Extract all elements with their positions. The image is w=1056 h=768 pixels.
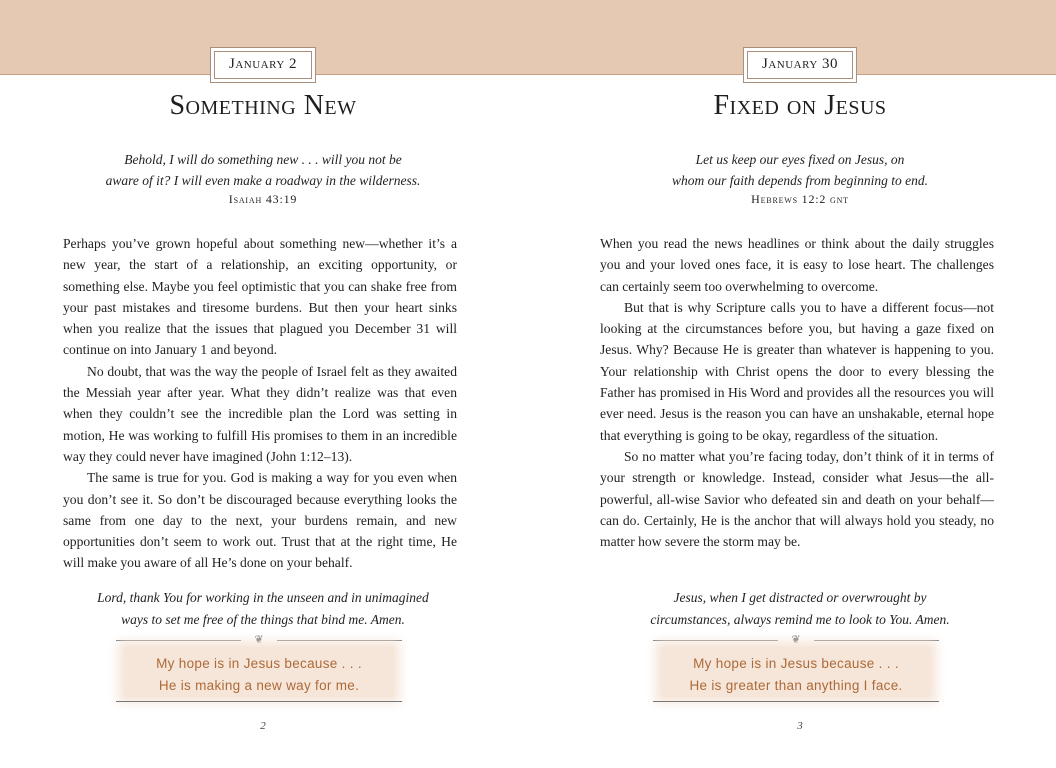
bottom-rule (653, 701, 939, 702)
hope-statement (124, 653, 394, 697)
prayer-line: circumstances, always remind me to look to You. Amen. (650, 611, 950, 627)
date-tab (210, 47, 316, 83)
prayer-line: ways to set me free of the things that bind me. Amen. (121, 611, 405, 627)
body-paragraph: The same is true for you. God is making a way for you even when you don’t see it. So don’t be discouraged because everything looks the same from one day to the next, your burdens remain, and new opportunities don’t seem to work out. Trust that at the right time, He will make you aware of all He’s done on your behalf. (63, 470, 457, 571)
hope-line: He is making a new way for me. (158, 678, 360, 693)
hope-line: My hope is in Jesus because . . . (693, 656, 899, 671)
page-title: Something New (169, 90, 357, 121)
ornament-divider (653, 634, 939, 646)
divider-line (814, 640, 939, 641)
verse-line: Behold, I will do something new . . . will you not be (124, 152, 402, 167)
fleuron-icon: ❦ (791, 634, 801, 646)
date-tab (743, 47, 857, 83)
hope-box (124, 647, 394, 697)
scripture-verse (600, 149, 1000, 191)
body-paragraph: So no matter what you’re facing today, don’t think of it in terms of your strength or knowledge. Instead, consider what Jesus—the all-powerful, all-wise Savior who defeated sin and death on your behalf—can do. Certainly, He is the anchor that will always hold you steady, no matter how severe the storm may be. (600, 448, 994, 550)
scripture-reference: Hebrews 12:2 gnt (751, 192, 849, 206)
body-paragraph: When you read the news headlines or think about the daily struggles you and your loved ones face, it is easy to lose heart. The challenges can certainly seem too overwhelming to overcome. (600, 236, 994, 294)
fleuron-icon: ❦ (254, 634, 264, 646)
verse-line: aware of it? I will even make a roadway in the wilderness. (105, 173, 421, 188)
prayer (63, 587, 463, 630)
divider-line (116, 640, 241, 641)
hope-line: My hope is in Jesus because . . . (156, 656, 362, 671)
page-title: Fixed on Jesus (713, 90, 887, 121)
scripture-reference: Isaiah 43:19 (228, 192, 298, 206)
body-paragraph: Perhaps you’ve grown hopeful about something new—whether it’s a new year, the start of a relationship, an exciting opportunity, or something else. Maybe you feel optimistic that you can shake free from your past mistakes and tiresome burdens. But then your heart sinks when you realize that the issues that plagued you December 31 will continue on into January 1 and beyond. (63, 236, 457, 358)
ornament-divider (116, 634, 402, 646)
divider-line (653, 640, 778, 641)
right-page (600, 0, 1000, 768)
verse-line: Let us keep our eyes fixed on Jesus, on (695, 152, 905, 167)
hope-line: He is greater than anything I face. (689, 678, 903, 693)
date-label: January 30 (747, 51, 853, 79)
hope-box (661, 647, 931, 697)
devotional-body (63, 233, 457, 574)
page-number: 3 (797, 720, 803, 732)
date-label: January 2 (214, 51, 312, 79)
bottom-rule (116, 701, 402, 702)
verse-line: whom our faith depends from beginning to end. (672, 173, 928, 188)
devotional-body (600, 233, 994, 552)
hope-statement (661, 653, 931, 697)
divider-line (277, 640, 402, 641)
prayer (600, 587, 1000, 630)
page-number: 2 (260, 720, 266, 732)
body-paragraph: But that is why Scripture calls you to have a different focus—not looking at the circumstances before you, but having a gaze fixed on Jesus. Why? Because He is greater than whatever is happening to you. Your relationship with Christ opens the door to every blessing the Father has promised in His Word and provides all the resources you will ever need. Jesus is the reason you can have an unshakable, eternal hope that everything is going to be okay, regardless of the situation. (600, 299, 994, 443)
prayer-line: Lord, thank You for working in the unseen and in unimagined (97, 590, 429, 605)
left-page (63, 0, 463, 768)
body-paragraph: No doubt, that was the way the people of Israel felt as they awaited the Messiah year after year. What they didn’t realize was that even when they couldn’t see the incredible plan the Lord was setting in motion, He was working to fulfill His promises to them in an incredible way they could never have imagined (John 1:12–13). (63, 363, 457, 464)
prayer-line: Jesus, when I get distracted or overwrought by (673, 590, 927, 605)
scripture-verse (63, 149, 463, 191)
